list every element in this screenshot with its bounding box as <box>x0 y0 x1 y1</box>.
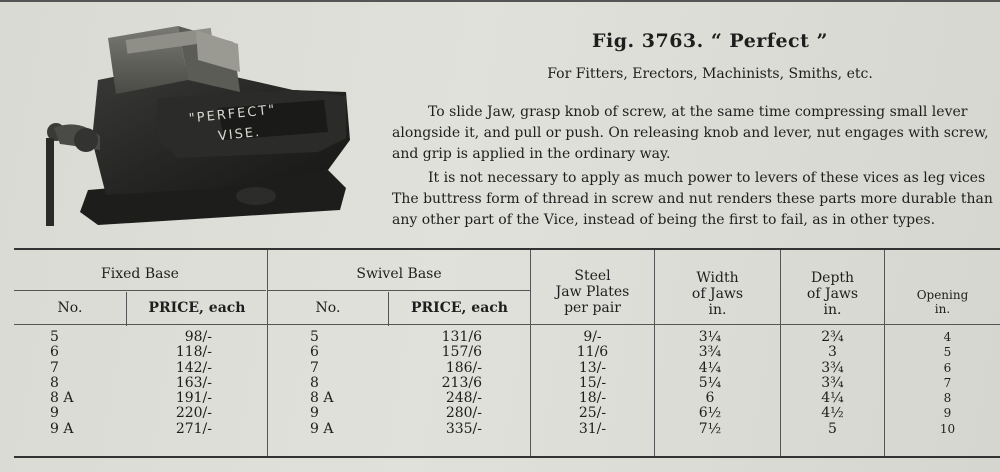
table-cell: 15/- <box>578 374 607 391</box>
opening-header <box>885 288 1000 316</box>
table-cell: 5 <box>310 329 319 345</box>
table-cell: 4¼ <box>698 359 722 376</box>
fixed-no-column <box>50 330 110 437</box>
header-line: of Jaws <box>691 286 744 302</box>
paragraph-line: any other part of the Vice, instead of being the first to fail, as in other types. <box>392 212 936 228</box>
header-line: in. <box>708 302 727 318</box>
figure-subtitle: For Fitters, Erectors, Machinists, Smiths, etc. <box>547 66 873 82</box>
table-cell: 6 <box>943 360 952 375</box>
table-cell: 8 A <box>50 390 74 407</box>
swivel-price-column <box>390 330 482 437</box>
table-cell: 7 <box>50 359 59 376</box>
table-bottom-rule <box>14 456 1000 458</box>
paragraph-line: To slide Jaw, grasp knob of screw, at the same time compressing small lever <box>428 104 968 120</box>
swivel-price-header: PRICE, each <box>411 300 508 316</box>
header-line: of Jaws <box>806 286 859 302</box>
table-cell: 213/6 <box>441 374 482 391</box>
table-cell: 5¼ <box>698 374 722 391</box>
table-cell: 6 <box>310 344 319 361</box>
header-line: Steel <box>574 268 611 284</box>
fixed-no-header: No. <box>57 300 83 316</box>
table-cell: 6 <box>50 344 59 361</box>
table-cell: 5 <box>50 329 59 345</box>
table-cell: 10 <box>939 421 956 436</box>
table-cell: 3¾ <box>821 374 844 391</box>
table-cell: 7½ <box>698 420 722 437</box>
width-of-jaws-header <box>655 270 780 318</box>
table-cell: 191/- <box>175 390 212 407</box>
paragraph-line: It is not necessary to apply as much power to levers of these vices as leg vices <box>428 170 986 186</box>
vise-label-line1: "PERFECT" <box>188 102 278 127</box>
table-cell: 98/- <box>184 329 212 345</box>
table-cell: 7 <box>310 359 319 376</box>
table-cell: 280/- <box>445 405 482 422</box>
table-cell: 11/6 <box>576 344 609 361</box>
table-cell: 4 <box>943 330 952 344</box>
header-line: Depth <box>810 270 855 286</box>
table-cell: 142/- <box>175 359 212 376</box>
fixed-base-subrule <box>14 290 266 291</box>
table-cell: 3¾ <box>821 359 844 376</box>
table-cell: 9 <box>310 405 319 422</box>
depth-of-jaws-header <box>781 270 884 318</box>
table-cell: 335/- <box>445 420 482 437</box>
table-cell: 3¾ <box>698 344 722 361</box>
table-cell: 248/- <box>445 390 482 407</box>
table-cell: 8 <box>50 374 59 391</box>
table-cell: 9/- <box>583 329 602 345</box>
table-cell: 8 A <box>310 390 334 407</box>
description-paragraph-2 <box>392 168 998 231</box>
swivel-no-header: No. <box>315 300 341 316</box>
paragraph-line: alongside it, and pull or push. On releasing knob and lever, nut engages with screw, <box>392 125 989 141</box>
fixed-base-header: Fixed Base <box>101 266 179 282</box>
width-of-jaws-column <box>655 330 765 437</box>
table-cell: 9 <box>50 405 59 422</box>
header-line: Jaw Plates <box>555 284 630 300</box>
table-cell: 8 <box>943 391 952 406</box>
swivel-no-column <box>310 330 370 437</box>
table-cell: 5 <box>943 345 952 360</box>
paragraph-line: and grip is applied in the ordinary way. <box>392 146 671 162</box>
steel-jaw-plates-column <box>531 330 654 437</box>
table-cell: 18/- <box>578 390 607 407</box>
table-cell: 9 A <box>50 420 74 437</box>
table-cell: 4¼ <box>821 390 844 407</box>
header-line: Opening <box>916 288 969 302</box>
opening-column <box>885 330 1000 437</box>
table-cell: 163/- <box>175 374 212 391</box>
header-line: in. <box>934 302 951 316</box>
table-header-rule <box>14 324 1000 325</box>
table-cell: 220/- <box>175 405 212 422</box>
table-cell: 25/- <box>578 405 607 422</box>
table-cell: 3 <box>828 344 837 361</box>
steel-jaw-plates-header <box>531 268 654 316</box>
fixed-price-header: PRICE, each <box>148 300 246 316</box>
table-cell: 31/- <box>578 420 607 437</box>
table-cell: 131/6 <box>441 329 482 345</box>
table-cell: 3¼ <box>698 329 722 345</box>
figure-title: Fig. 3763. “ Perfect ” <box>592 30 828 52</box>
header-line: Width <box>696 270 739 286</box>
top-rule <box>0 0 1000 2</box>
table-cell: 4½ <box>821 405 844 422</box>
vise-label-line2: VISE. <box>217 124 262 145</box>
table-cell: 8 <box>310 374 319 391</box>
table-cell: 271/- <box>175 420 212 437</box>
table-cell: 5 <box>828 420 837 437</box>
table-cell: 6 <box>705 390 715 407</box>
paragraph-line: The buttress form of thread in screw and nut renders these parts more durable than <box>392 191 993 207</box>
fixed-price-column <box>130 330 212 437</box>
table-cell: 186/- <box>445 359 482 376</box>
vise-illustration <box>28 20 358 240</box>
swivel-base-header: Swivel Base <box>356 266 442 282</box>
swivel-base-subrule <box>268 290 530 291</box>
table-cell: 157/6 <box>441 344 482 361</box>
table-cell: 9 A <box>310 420 334 437</box>
table-cell: 7 <box>943 375 952 390</box>
table-cell: 6½ <box>698 405 722 422</box>
depth-of-jaws-column <box>781 330 884 437</box>
table-cell: 9 <box>943 406 952 421</box>
header-line: per pair <box>564 300 621 316</box>
table-cell: 118/- <box>175 344 212 361</box>
description-paragraph-1 <box>392 102 998 165</box>
table-cell: 2¾ <box>821 329 844 345</box>
table-cell: 13/- <box>578 359 607 376</box>
table-top-rule <box>14 248 1000 250</box>
header-line: in. <box>823 302 842 318</box>
